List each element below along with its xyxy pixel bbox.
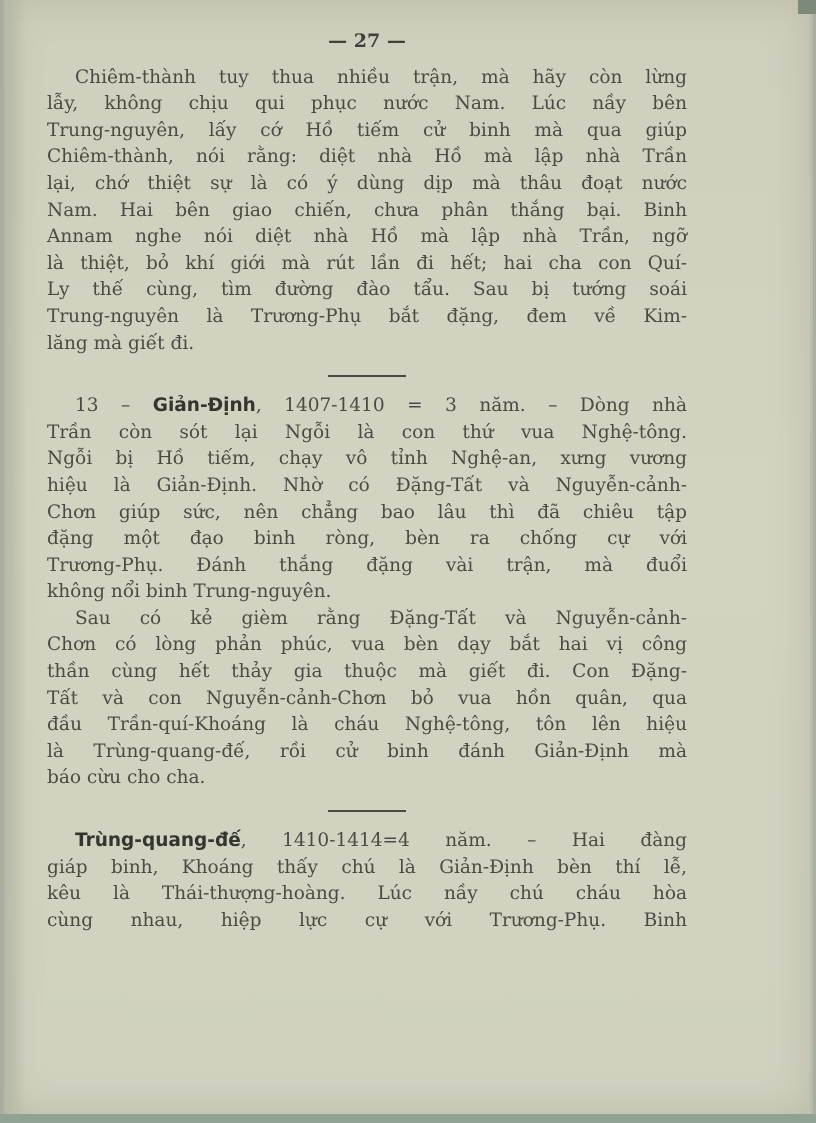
text-line: cùng nhau, hiệp lực cự với Trương-Phụ. Binh xyxy=(47,909,687,931)
text-line: lẫy, không chịu qui phục nước Nam. Lúc nầy bên xyxy=(47,93,687,115)
text-line: Trương-Phụ. Đánh thắng đặng vài trận, mà đuổi xyxy=(47,554,687,576)
text-line: Tất và con Nguyễn-cảnh-Chơn bỏ vua hồn quân, qua xyxy=(47,687,687,709)
section-heading: Trùng-quang-đế xyxy=(75,830,241,852)
text-line: đầu Trần-quí-Khoáng là cháu Nghệ-tông, tôn lên hiệu xyxy=(47,714,687,736)
page-text xyxy=(47,28,687,934)
text-line: đặng một đạo binh ròng, bèn ra chống cự với xyxy=(47,528,687,550)
text-line: Chơn có lòng phản phúc, vua bèn dạy bắt hai vị công xyxy=(47,634,687,656)
section-heading-dates: , 1410-1414=4 năm. – Hai đàng xyxy=(240,830,687,852)
section-divider xyxy=(328,810,406,812)
text-line: lại, chớ thiệt sự là có ý dùng dịp mà thâu đoạt nước xyxy=(47,172,687,194)
text-line: hiệu là Giản-Định. Nhờ có Đặng-Tất và Nguyễn-cảnh- xyxy=(47,474,687,496)
text-line: Chiêm-thành tuy thua nhiều trận, mà hãy còn lừng xyxy=(75,66,687,88)
text-line: lăng mà giết đi. xyxy=(47,332,195,354)
text-line: Chơn giúp sức, nên chẳng bao lâu thì đã chiêu tập xyxy=(47,501,687,523)
section-trung-quang-de xyxy=(47,828,687,934)
text-line: Chiêm-thành, nói rằng: diệt nhà Hồ mà lập nhà Trần xyxy=(47,146,687,168)
section-heading-line xyxy=(47,828,687,855)
page-spine-shadow xyxy=(4,0,26,1114)
text-line: thần cùng hết thảy gia thuộc mà giết đi. Con Đặng- xyxy=(47,661,687,683)
section-13 xyxy=(47,393,687,792)
page-number: — 27 — xyxy=(328,30,406,52)
text-line: giáp binh, Khoáng thấy chú là Giản-Định bèn thí lễ, xyxy=(47,856,687,878)
text-line: là Trùng-quang-đế, rồi cử binh đánh Giản-Định mà xyxy=(47,740,687,762)
page-corner-background xyxy=(798,0,816,14)
text-line: Annam nghe nói diệt nhà Hồ mà lập nhà Trần, ngỡ xyxy=(47,226,687,248)
paragraph-1 xyxy=(47,65,687,358)
section-13-heading-line xyxy=(47,393,687,420)
text-line: Trần còn sót lại Ngỗi là con thứ vua Nghệ-tông. xyxy=(47,421,687,443)
section-heading: Giản-Định xyxy=(152,395,256,417)
section-divider xyxy=(328,375,406,377)
text-line: Sau có kẻ gièm rằng Đặng-Tất và Nguyễn-cảnh- xyxy=(75,607,687,629)
page-bottom-edge xyxy=(0,1114,816,1123)
section-number: 13 – xyxy=(75,395,153,417)
text-line: kêu là Thái-thượng-hoàng. Lúc nầy chú cháu hòa xyxy=(47,883,687,905)
section-heading-dates: , 1407-1410 = 3 năm. – Dòng nhà xyxy=(255,395,687,417)
text-line: Nam. Hai bên giao chiến, chưa phân thắng bại. Binh xyxy=(47,199,687,221)
text-line: Trung-nguyên, lấy cớ Hồ tiếm cử binh mà qua giúp xyxy=(47,119,687,141)
text-line: Ngỗi bị Hồ tiếm, chạy vô tỉnh Nghệ-an, xưng vương xyxy=(47,448,687,470)
text-line: không nổi binh Trung-nguyên. xyxy=(47,581,332,603)
text-line: báo cừu cho cha. xyxy=(47,767,206,789)
text-line: Ly thế cùng, tìm đường đào tẩu. Sau bị tướng soái xyxy=(47,279,687,301)
text-line: Trung-nguyên là Trương-Phụ bắt đặng, đem về Kim- xyxy=(47,305,687,327)
text-line: là thiệt, bỏ khí giới mà rút lần đi hết; hai cha con Quí- xyxy=(47,252,687,274)
